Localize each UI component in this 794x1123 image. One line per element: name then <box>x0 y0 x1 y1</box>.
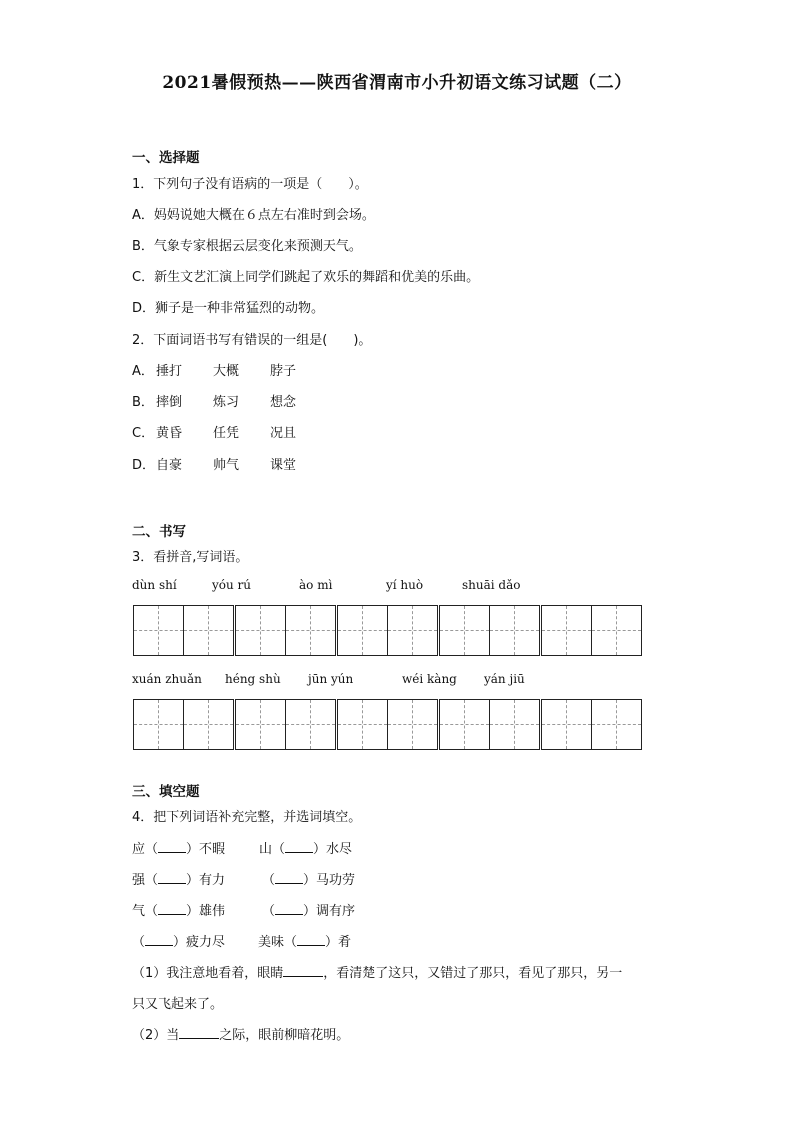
pinyin-label: yán jiū <box>484 672 525 686</box>
writing-cell[interactable] <box>337 605 388 656</box>
writing-cell[interactable] <box>387 605 438 656</box>
option-word: 摔倒 <box>156 395 183 410</box>
pinyin-label: yí huò <box>386 578 424 592</box>
sentence-1-continued: 只又飞起来了。 <box>132 997 224 1012</box>
sentence-2 <box>132 1024 349 1043</box>
idiom-part: 美味（ <box>258 935 298 950</box>
writing-cell[interactable] <box>183 699 234 750</box>
question-4-stem: 4．把下列词语补充完整，并选词填空。 <box>132 810 362 825</box>
option-word: 任凭 <box>213 426 240 441</box>
idiom-part: 强（ <box>132 873 159 888</box>
option-word: 况且 <box>270 426 297 441</box>
question-1-option-b: B．气象专家根据云层变化来预测天气。 <box>132 239 362 254</box>
question-2-option-a <box>132 360 327 379</box>
writing-cell[interactable] <box>183 605 234 656</box>
option-word: 自豪 <box>156 458 183 473</box>
pinyin-label: héng shù <box>225 672 281 686</box>
idiom-blank[interactable] <box>158 840 186 853</box>
option-word: 大概 <box>213 364 240 379</box>
pinyin-label: wéi kàng <box>402 672 457 686</box>
writing-cell[interactable] <box>337 699 388 750</box>
writing-cell[interactable] <box>541 699 592 750</box>
question-2-option-b <box>132 391 327 410</box>
idiom-blank[interactable] <box>158 902 186 915</box>
pinyin-label: dùn shí <box>132 578 177 592</box>
writing-cell[interactable] <box>387 699 438 750</box>
option-word: 脖子 <box>270 364 297 379</box>
pinyin-label: yóu rú <box>212 578 252 592</box>
question-1-stem: 1．下列句子没有语病的一项是（ ）。 <box>132 177 368 192</box>
sentence-2-part-a: （2）当 <box>132 1028 180 1043</box>
option-word: 想念 <box>270 395 297 410</box>
writing-cell[interactable] <box>235 605 286 656</box>
writing-cell[interactable] <box>591 605 642 656</box>
idiom-part: ）有力 <box>186 873 226 888</box>
option-word: 课堂 <box>270 458 297 473</box>
pinyin-row-2 <box>132 672 652 688</box>
pinyin-label: jūn yún <box>308 672 354 686</box>
writing-cell[interactable] <box>489 699 540 750</box>
idiom-part: （ <box>262 873 276 888</box>
writing-cell[interactable] <box>285 605 336 656</box>
writing-cell[interactable] <box>541 605 592 656</box>
option-label: C． <box>132 426 155 441</box>
idiom-part: ）疲力尽 <box>173 935 226 950</box>
idiom-part: 山（ <box>259 842 286 857</box>
idiom-part: （ <box>132 935 146 950</box>
option-label: A． <box>132 364 154 379</box>
idiom-blank[interactable] <box>275 871 303 884</box>
option-word: 帅气 <box>213 458 240 473</box>
idiom-part: （ <box>262 904 276 919</box>
idiom-part: ）肴 <box>325 935 352 950</box>
idiom-part: ）不暇 <box>186 842 226 857</box>
idiom-blank[interactable] <box>275 902 303 915</box>
option-label: D． <box>132 458 156 473</box>
sentence-1-part-b: ，看清楚了这只，又错过了那只，看见了那只，另一 <box>323 966 623 981</box>
question-1-option-d: D．狮子是一种非常猛烈的动物。 <box>132 301 325 316</box>
idiom-part: ）马功劳 <box>303 873 356 888</box>
idiom-part: 应（ <box>132 842 159 857</box>
question-3-stem: 3．看拼音,写词语。 <box>132 550 249 565</box>
idiom-blank[interactable] <box>145 933 173 946</box>
idiom-part: 气（ <box>132 904 159 919</box>
sentence-1 <box>132 962 622 981</box>
page-title: 2021暑假预热——陕西省渭南市小升初语文练习试题（二） <box>162 73 632 93</box>
idiom-part: ）雄伟 <box>186 904 226 919</box>
option-label: B． <box>132 395 154 410</box>
writing-cell[interactable] <box>439 699 490 750</box>
option-word: 黄昏 <box>156 426 183 441</box>
question-2-stem: 2．下面词语书写有错误的一组是( )。 <box>132 333 372 348</box>
writing-cell[interactable] <box>489 605 540 656</box>
writing-cell[interactable] <box>591 699 642 750</box>
section-heading-fill: 三、填空题 <box>132 784 200 800</box>
writing-cell[interactable] <box>439 605 490 656</box>
writing-cell[interactable] <box>133 699 184 750</box>
writing-cell[interactable] <box>285 699 336 750</box>
question-2-option-c <box>132 422 327 441</box>
idiom-blank[interactable] <box>158 871 186 884</box>
pinyin-row-1 <box>132 578 652 594</box>
question-1-option-c: C．新生文艺汇演上同学们跳起了欢乐的舞蹈和优美的乐曲。 <box>132 270 480 285</box>
option-word: 捶打 <box>156 364 183 379</box>
idiom-part: ）调有序 <box>303 904 356 919</box>
sentence-1-blank[interactable] <box>283 964 323 977</box>
sentence-2-blank[interactable] <box>179 1026 219 1039</box>
idiom-part: ）水尽 <box>313 842 353 857</box>
pinyin-label: xuán zhuǎn <box>132 672 202 686</box>
section-heading-writing: 二、书写 <box>132 524 186 540</box>
idiom-blank[interactable] <box>297 933 325 946</box>
question-2-option-d <box>132 454 327 473</box>
idiom-blank[interactable] <box>285 840 313 853</box>
sentence-2-part-b: 之际，眼前柳暗花明。 <box>219 1028 350 1043</box>
writing-cell[interactable] <box>235 699 286 750</box>
writing-cell[interactable] <box>133 605 184 656</box>
option-word: 炼习 <box>213 395 240 410</box>
pinyin-label: ào mì <box>299 578 333 592</box>
sentence-1-part-a: （1）我注意地看着，眼睛 <box>132 966 284 981</box>
pinyin-label: shuāi dǎo <box>462 578 521 592</box>
question-1-option-a: A．妈妈说她大概在６点左右准时到会场。 <box>132 208 375 223</box>
section-heading-choice: 一、选择题 <box>132 150 200 166</box>
